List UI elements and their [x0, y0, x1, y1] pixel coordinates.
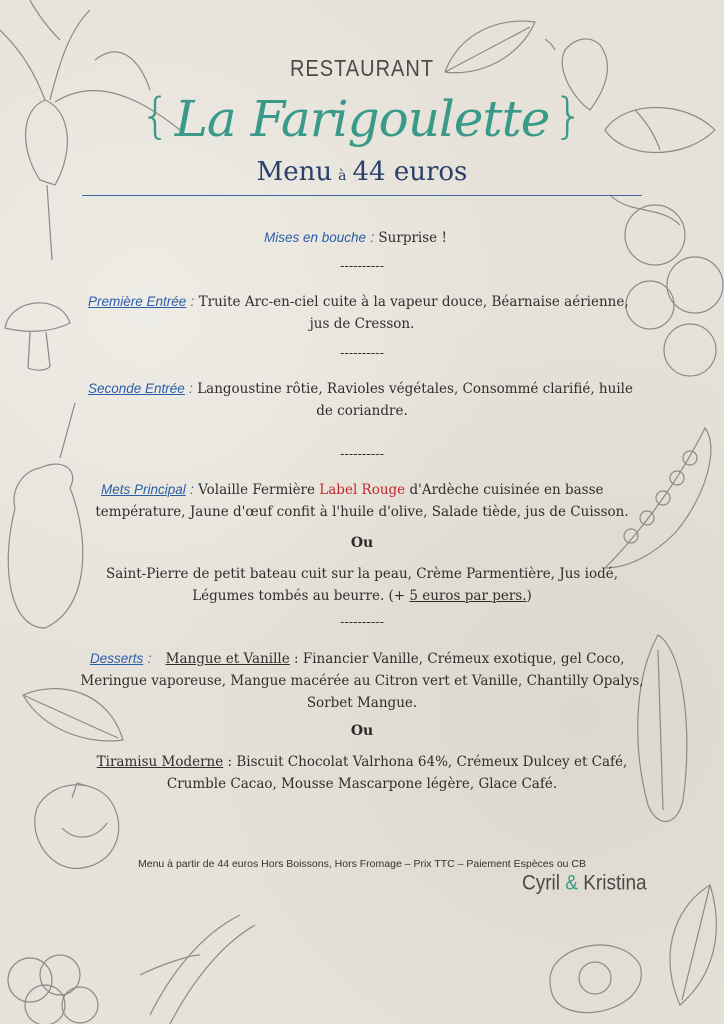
- brand-row: [0, 88, 724, 158]
- leek-illustration: [140, 915, 260, 1024]
- desserts-line-1: [90, 648, 625, 670]
- a-word: à: [338, 168, 347, 184]
- cauliflower-illustration: [0, 920, 110, 1024]
- brace-open: {: [140, 88, 171, 144]
- principal-line-2: température, Jaune d'œuf confit à l'huile d'olive, Salade tiède, jus de Cuisson.: [95, 504, 629, 520]
- principal-text-pre: Volaille Fermière: [198, 482, 315, 498]
- separator-2: ----------: [340, 346, 384, 361]
- seconde-line-2: de coriandre.: [316, 403, 408, 419]
- dessert-2-name: Tiramisu Moderne: [96, 754, 224, 770]
- premiere-label: Première Entrée: [88, 294, 187, 309]
- dessert-1-text-1: : Financier Vanille, Crémeux exotique, gel Coco,: [294, 651, 625, 667]
- dessert-1-line-2: Meringue vaporeuse, Mangue macérée au Citron vert et Vanille, Chantilly Opalys,: [80, 673, 644, 689]
- header-divider: [82, 195, 642, 196]
- mises-colon: :: [370, 230, 375, 245]
- footer-note: Menu à partir de 44 euros Hors Boissons, Hors Fromage – Prix TTC – Paiement Espèces ou CB: [138, 858, 586, 870]
- principal-alt-line-2: [0, 585, 724, 607]
- principal-text-post: d'Ardèche cuisinée en basse: [409, 482, 604, 498]
- seconde-label: Seconde Entrée: [88, 381, 185, 396]
- menu-word: Menu: [256, 157, 333, 187]
- supplement-text: 5 euros par pers.: [409, 588, 527, 604]
- menu-price: 44 euros: [352, 157, 468, 187]
- seconde-colon: :: [189, 381, 193, 396]
- principal-label: Mets Principal: [101, 482, 186, 497]
- premiere-text-1: Truite Arc-en-ciel cuite à la vapeur douce, Béarnaise aérienne,: [198, 294, 629, 310]
- dessert-2-text-1: : Biscuit Chocolat Valrhona 64%, Crémeux Dulcey et Café,: [227, 754, 628, 770]
- dessert-2-line-1: [0, 751, 724, 773]
- leaf-illustration-bottom-right: [660, 880, 724, 1010]
- signature-cyril: Cyril: [522, 871, 560, 895]
- signature-ampersand: &: [565, 871, 578, 895]
- signature: [522, 872, 647, 896]
- desserts-colon: :: [147, 651, 152, 666]
- dessert-1-line-3: Sorbet Mangue.: [306, 695, 418, 711]
- separator-3: ----------: [340, 447, 384, 462]
- avocado-illustration: [540, 920, 650, 1024]
- desserts-label: Desserts: [90, 651, 144, 666]
- principal-alt-line-1: Saint-Pierre de petit bateau cuit sur la peau, Crème Parmentière, Jus iodé,: [105, 566, 619, 582]
- principal-ou: Ou: [350, 535, 374, 551]
- premiere-colon: :: [190, 294, 195, 309]
- principal-colon: :: [190, 482, 194, 497]
- mises-label: Mises en bouche: [264, 230, 367, 245]
- brace-close: }: [553, 88, 584, 144]
- restaurant-name: La Farigoulette: [174, 90, 550, 148]
- dessert-1-name: Mangue et Vanille: [165, 651, 290, 667]
- seconde-text-1: Langoustine rôtie, Ravioles végétales, Consommé clarifié, huile: [197, 381, 633, 397]
- alt-line-2-pre: Légumes tombés au beurre. (+: [192, 588, 406, 604]
- premiere-line-2: jus de Cresson.: [309, 316, 415, 332]
- separator-4: ----------: [340, 615, 384, 630]
- separator-1: ----------: [340, 259, 384, 274]
- signature-kristina: Kristina: [583, 871, 647, 895]
- menu-title: [0, 157, 724, 187]
- mises-line: [264, 227, 447, 249]
- mises-text: Surprise !: [378, 230, 447, 246]
- principal-line-1: [101, 479, 604, 501]
- premiere-line-1: [88, 291, 629, 313]
- restaurant-label: RESTAURANT: [289, 56, 435, 82]
- pea-pod-illustration: [595, 418, 724, 578]
- seconde-line-1: [88, 378, 633, 400]
- alt-line-2-post: ): [526, 588, 532, 604]
- desserts-ou: Ou: [350, 723, 374, 739]
- dessert-2-line-2: Crumble Cacao, Mousse Mascarpone légère, Glace Café.: [166, 776, 558, 792]
- label-rouge-text: Label Rouge: [319, 482, 406, 498]
